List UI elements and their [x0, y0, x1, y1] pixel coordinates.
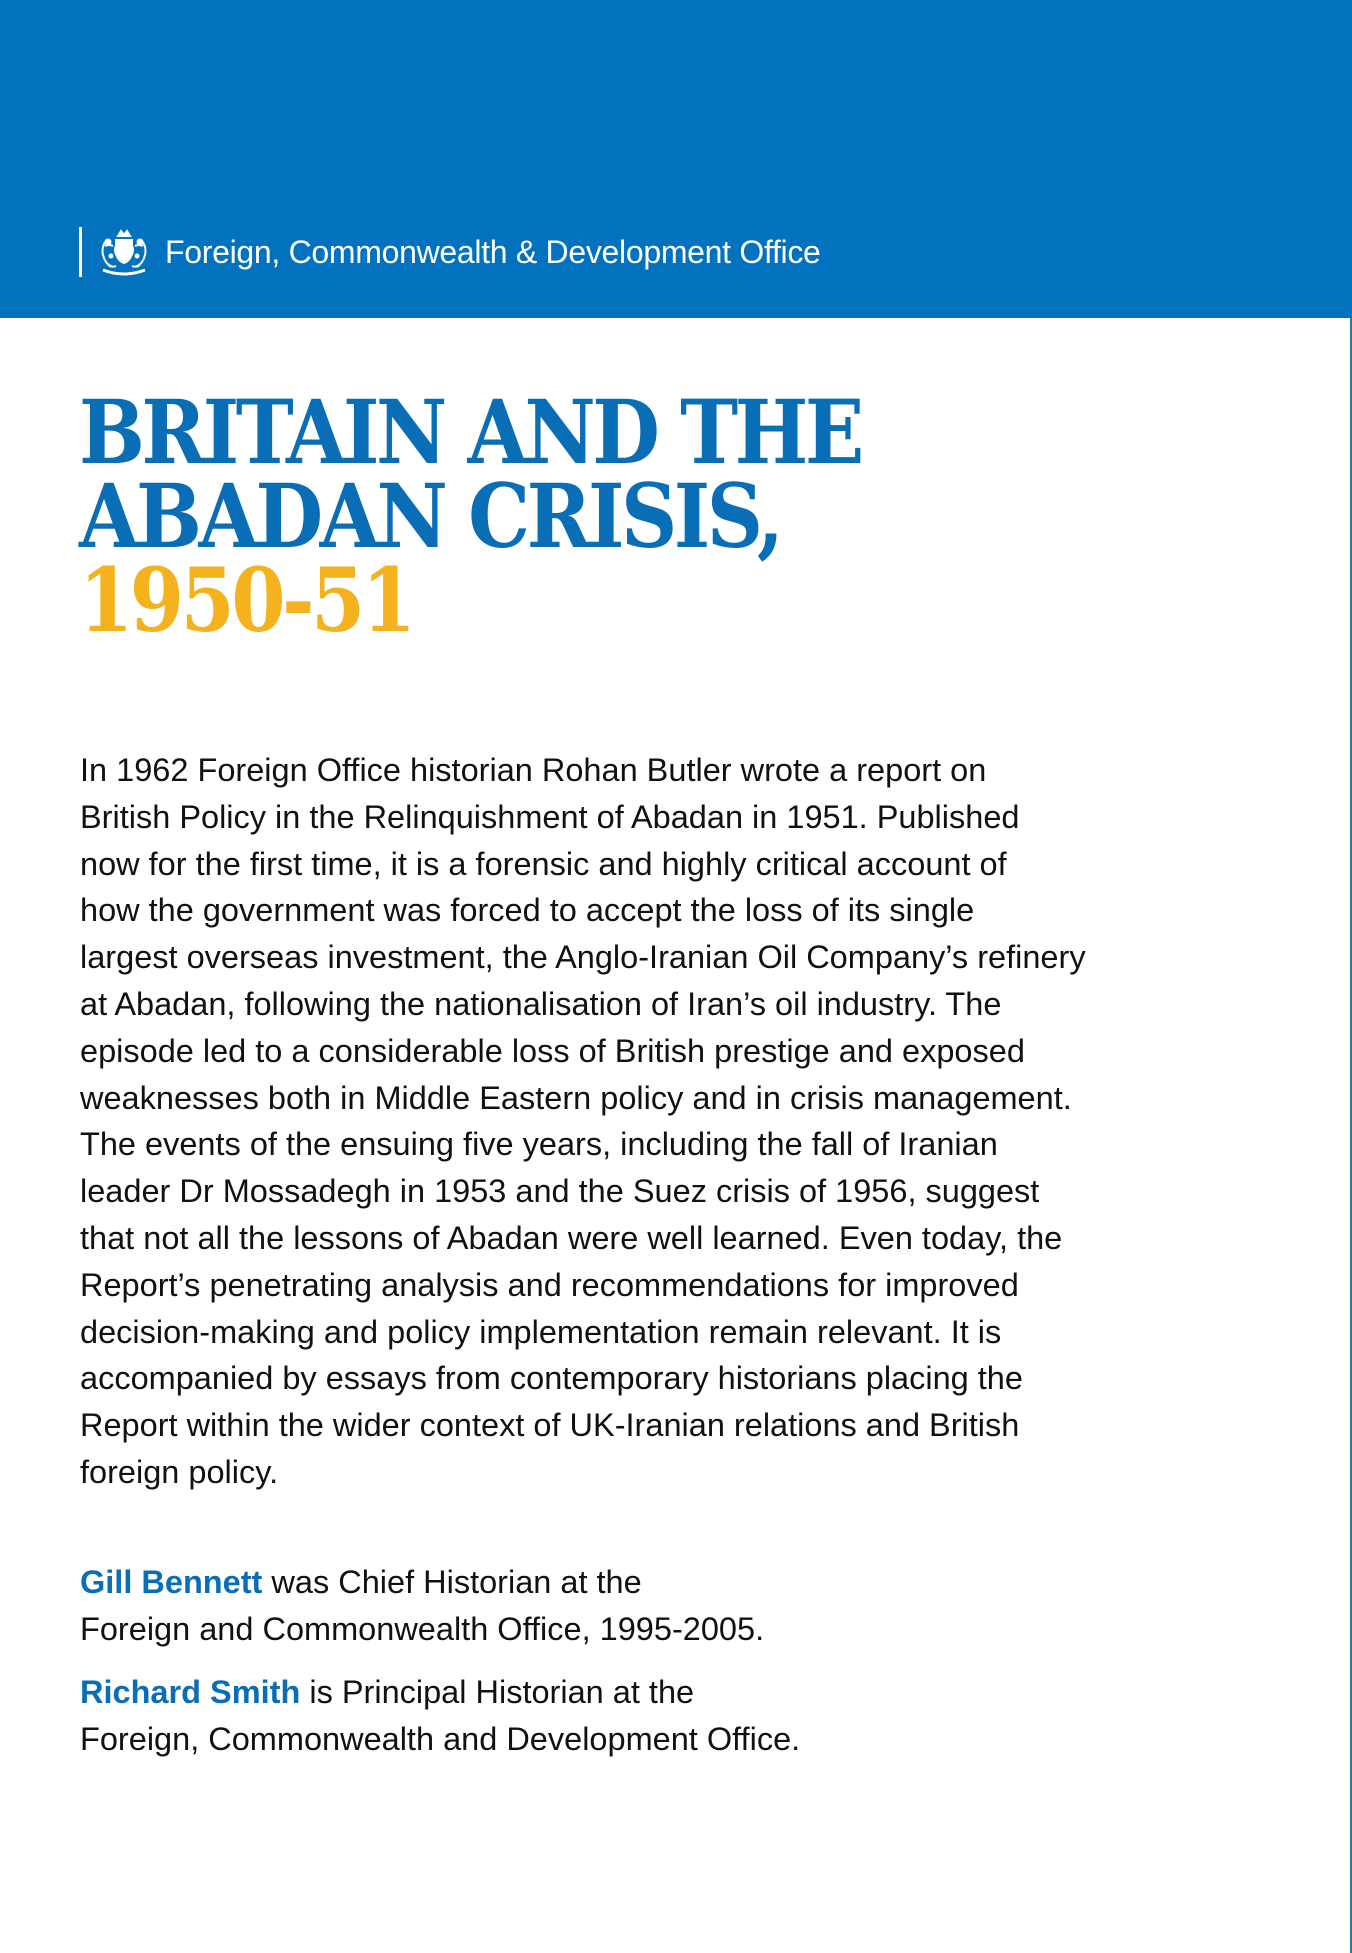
description-line: In 1962 Foreign Office historian Rohan Butler wrote a report on [80, 752, 987, 788]
description-line: Report within the wider context of UK-Iranian relations and British [80, 1407, 1020, 1444]
royal-coat-of-arms-icon [95, 226, 153, 278]
author-name: Gill Bennett [80, 1564, 263, 1600]
description-line: accompanied by essays from contemporary historians placing the [80, 1360, 1023, 1397]
logo-divider [79, 227, 82, 277]
book-description [80, 747, 1260, 1496]
author-bio-bennett [80, 1559, 1080, 1653]
author-role: Foreign, Commonwealth and Development Office. [80, 1720, 801, 1757]
author-role: was Chief Historian at the [262, 1564, 642, 1600]
description-line: foreign policy. [80, 1453, 279, 1490]
department-name: Foreign, Commonwealth & Development Office [165, 233, 821, 270]
description-line: weaknesses both in Middle Eastern policy and in crisis management. [80, 1079, 1072, 1116]
description-line: largest overseas investment, the Anglo-Iranian Oil Company’s refinery [80, 939, 1086, 976]
header-band [0, 0, 1352, 318]
description-line: now for the first time, it is a forensic and highly critical account of [80, 845, 1007, 882]
department-logo [79, 226, 821, 278]
author-role: Foreign and Commonwealth Office, 1995-2005. [80, 1610, 765, 1647]
description-line: The events of the ensuing five years, including the fall of Iranian [80, 1126, 998, 1163]
title-line-1: BRITAIN AND THE [79, 381, 861, 485]
description-line: leader Dr Mossadegh in 1953 and the Suez crisis of 1956, suggest [80, 1173, 1040, 1210]
description-line: British Policy in the Relinquishment of Abadan in 1951. Published [80, 798, 1020, 835]
author-role: is Principal Historian at the [300, 1674, 695, 1710]
description-line: Report’s penetrating analysis and recommendations for improved [80, 1266, 1019, 1303]
title-year: 1950-51 [79, 549, 413, 653]
book-title [79, 381, 979, 653]
description-line: episode led to a considerable loss of British prestige and exposed [80, 1032, 1025, 1069]
description-line: that not all the lessons of Abadan were well learned. Even today, the [80, 1219, 1063, 1256]
author-name: Richard Smith [80, 1674, 301, 1710]
author-bio-smith [80, 1669, 1080, 1763]
description-line: at Abadan, following the nationalisation of Iran’s oil industry. The [80, 985, 1002, 1022]
description-line: decision-making and policy implementation remain relevant. It is [80, 1313, 1002, 1350]
title-line-2: ABADAN CRISIS, [79, 465, 781, 569]
description-line: how the government was forced to accept the loss of its single [80, 892, 975, 929]
